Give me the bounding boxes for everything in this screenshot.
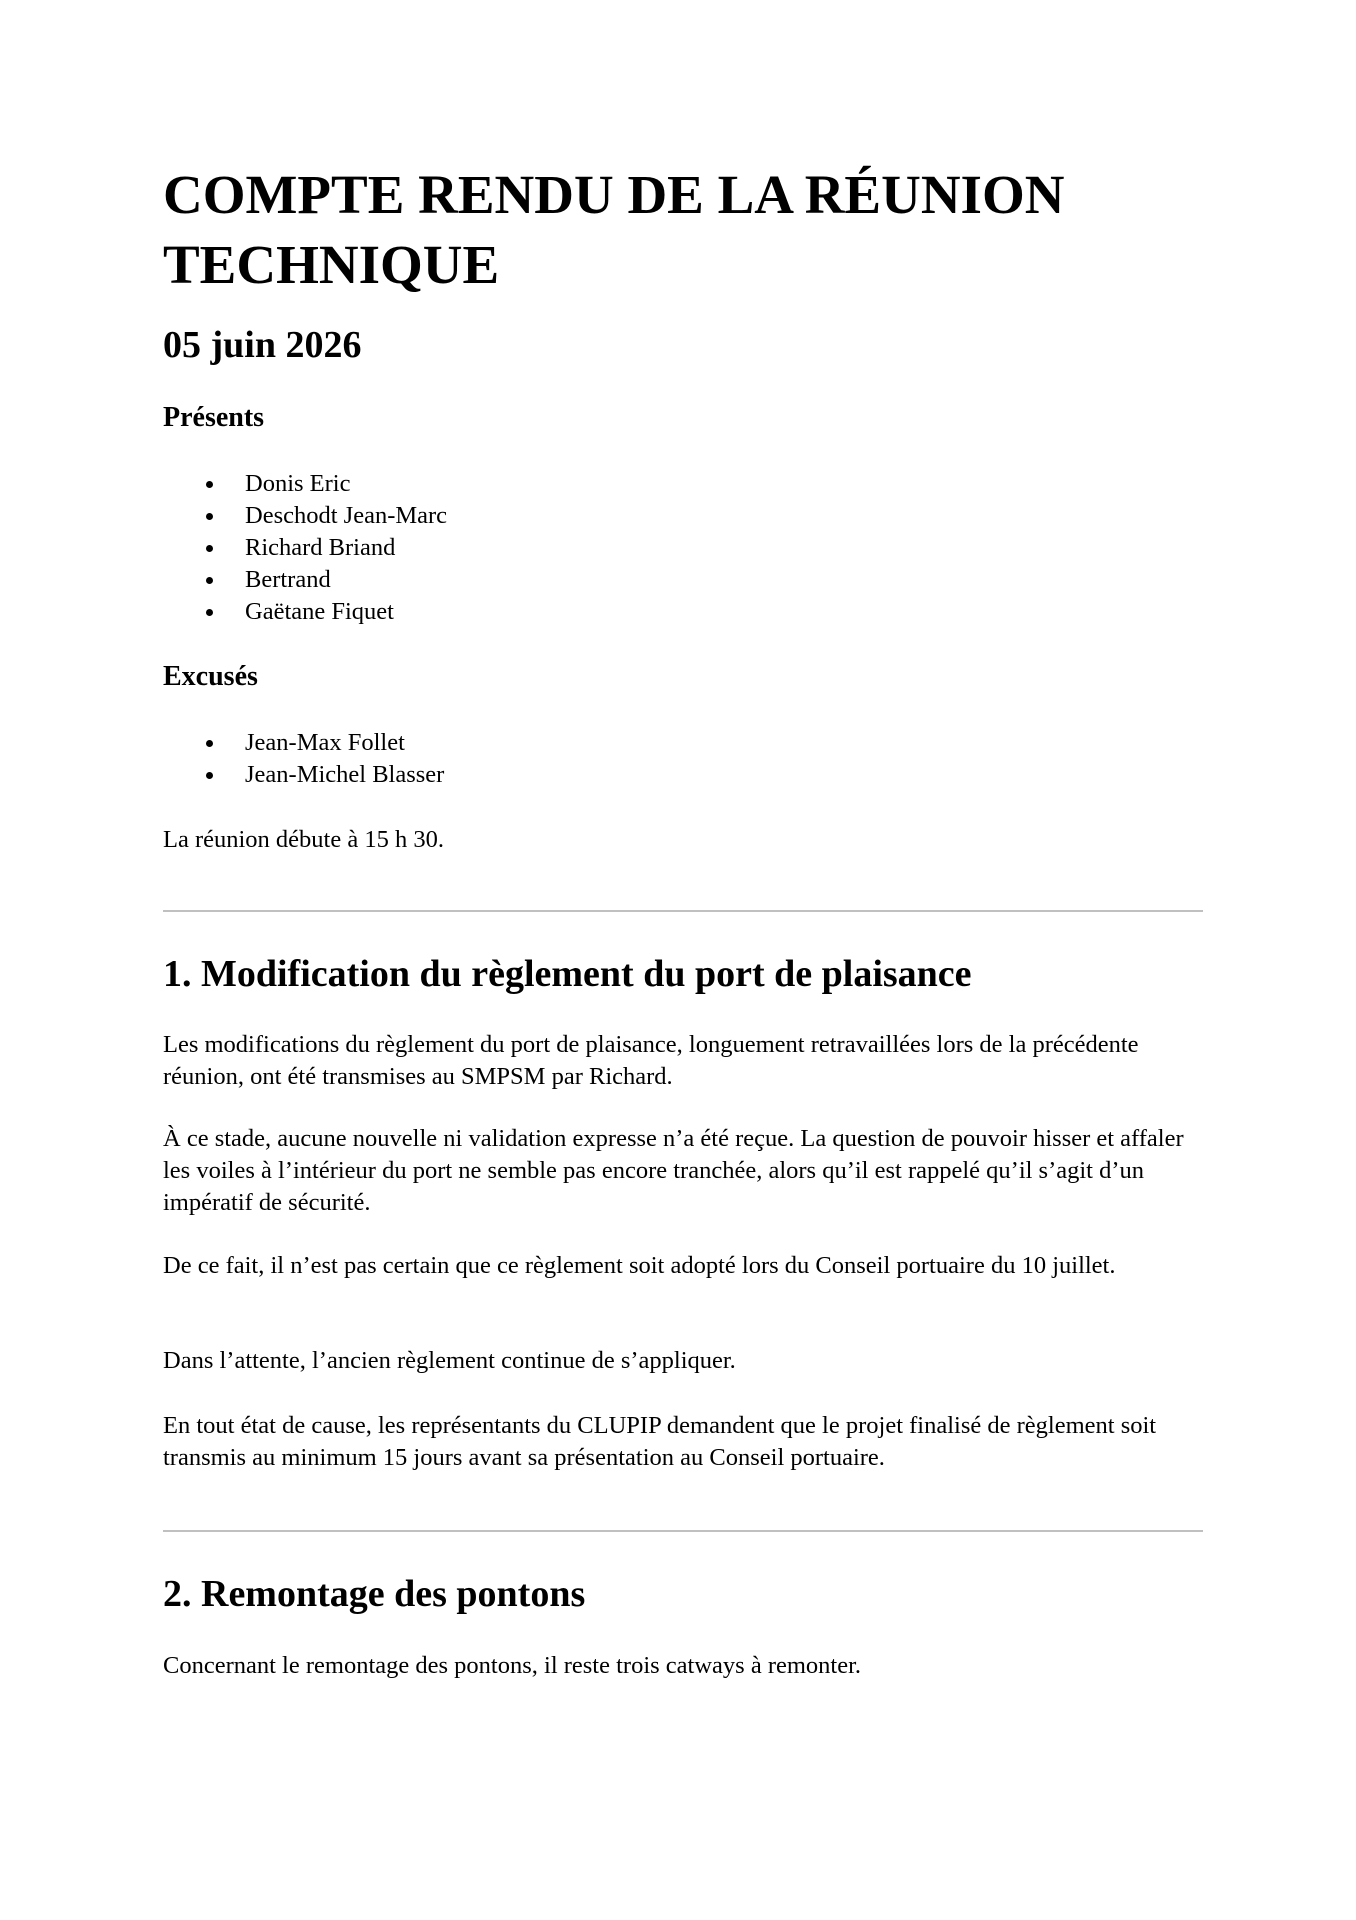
list-item <box>163 759 444 791</box>
list-item <box>163 727 444 759</box>
list-item <box>163 596 447 628</box>
section-divider <box>163 1530 1203 1532</box>
list-item <box>163 500 447 532</box>
section-1-paragraph-2: À ce stade, aucune nouvelle ni validation expresse n’a été reçue. La question de pouvoir hisser et affaler les voiles à l’intérieur du port ne semble pas encore tranchée, alors qu’il est rappelé qu’il s’agit d’un impératif de sécurité. <box>163 1125 1184 1216</box>
presents-heading: Présents <box>163 402 265 433</box>
meeting-date: 05 juin 2026 <box>163 324 362 366</box>
bullet-icon <box>206 481 213 488</box>
section-1-paragraph-3: De ce fait, il n’est pas certain que ce règlement soit adopté lors du Conseil portuaire du 10 juillet. <box>163 1252 1116 1279</box>
list-item <box>163 532 447 564</box>
section-2-title: 2. Remontage des pontons <box>163 1573 586 1615</box>
bullet-icon <box>206 513 213 520</box>
bullet-icon <box>206 772 213 779</box>
section-1-paragraph-4: Dans l’attente, l’ancien règlement continue de s’appliquer. <box>163 1347 736 1374</box>
section-2-paragraph-1: Concernant le remontage des pontons, il reste trois catways à remonter. <box>163 1652 862 1679</box>
attendee-name: Donis Eric <box>245 470 351 497</box>
opening-statement: La réunion débute à 15 h 30. <box>163 826 444 853</box>
presents-list <box>163 468 447 628</box>
list-item <box>163 564 447 596</box>
section-1-paragraph-1: Les modifications du règlement du port de plaisance, longuement retravaillées lors de la précédente réunion, ont été transmises au SMPSM par Richard. <box>163 1031 1139 1090</box>
attendee-name: Richard Briand <box>245 534 396 561</box>
attendee-name: Deschodt Jean-Marc <box>245 502 448 529</box>
bullet-icon <box>206 545 213 552</box>
bullet-icon <box>206 740 213 747</box>
attendee-name: Bertrand <box>245 566 331 593</box>
attendee-name: Gaëtane Fiquet <box>245 598 394 625</box>
bullet-icon <box>206 609 213 616</box>
section-1-title: 1. Modification du règlement du port de plaisance <box>163 953 972 995</box>
excuses-list <box>163 727 444 791</box>
excuses-heading: Excusés <box>163 661 258 692</box>
document-title: COMPTE RENDU DE LA RÉUNION TECHNIQUE <box>163 164 1065 295</box>
list-item <box>163 468 447 500</box>
excused-name: Jean-Max Follet <box>245 729 405 756</box>
bullet-icon <box>206 577 213 584</box>
excused-name: Jean-Michel Blasser <box>245 761 445 788</box>
section-divider <box>163 910 1203 912</box>
section-1-paragraph-5: En tout état de cause, les représentants du CLUPIP demandent que le projet finalisé de règlement soit transmis au minimum 15 jours avant sa présentation au Conseil portuaire. <box>163 1412 1157 1471</box>
